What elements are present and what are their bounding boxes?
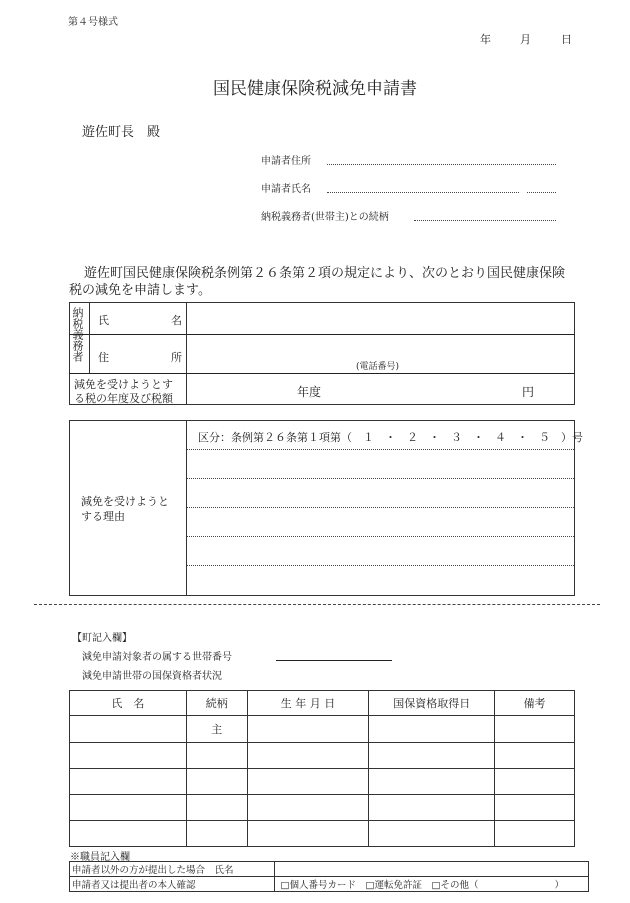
- table-cell[interactable]: [247, 716, 369, 743]
- name-label-b: 名: [171, 314, 182, 327]
- staff-table: [69, 861, 589, 892]
- table-cell[interactable]: [495, 743, 575, 769]
- table-cell[interactable]: [247, 821, 369, 847]
- tax-yen-label: 円: [522, 385, 535, 399]
- table-cell[interactable]: [247, 795, 369, 821]
- statement-line-1: 遊佐町国民健康保険税条例第２６条第２項の規定により、次のとおり国民健康保険: [84, 266, 566, 281]
- table-cell[interactable]: [495, 716, 575, 743]
- table-row: [70, 795, 575, 821]
- reason-label-line-2: する理由: [81, 510, 125, 523]
- identity-check-label: 申請者又は提出者の本人確認: [70, 877, 275, 892]
- table-cell[interactable]: [186, 769, 247, 795]
- reason-line[interactable]: [187, 507, 574, 508]
- phone-label: (電話番号): [356, 362, 400, 372]
- table-cell[interactable]: [369, 716, 495, 743]
- table-cell[interactable]: [186, 821, 247, 847]
- column-header: 氏 名: [70, 691, 187, 716]
- column-header: 備考: [495, 691, 575, 716]
- applicant-address-label: 申請者住所: [261, 156, 311, 167]
- household-number-field[interactable]: [276, 660, 392, 661]
- table-row: [70, 769, 575, 795]
- addressee: 遊佐町長 殿: [82, 125, 161, 140]
- column-header: 続柄: [186, 691, 247, 716]
- tax-label-line-2: る税の年度及び税額: [74, 392, 173, 405]
- table-cell[interactable]: [70, 716, 187, 743]
- column-header: 生 年 月 日: [247, 691, 369, 716]
- proxy-name-label: 申請者以外の方が提出した場合 氏名: [70, 862, 275, 877]
- status-label: 減免申請世帯の国保資格者状況: [82, 671, 222, 682]
- table-row: [70, 821, 575, 847]
- table-cell[interactable]: [186, 743, 247, 769]
- column-header: 国保資格取得日: [369, 691, 495, 716]
- table-cell[interactable]: 主: [186, 716, 247, 743]
- reason-category[interactable]: 区分：条例第２６条第１項第（ １ ・ ２ ・ ３ ・ ４ ・ ５ ）号: [198, 431, 583, 444]
- tax-amount-field[interactable]: [188, 374, 574, 404]
- taxpayer-group-label: 納税義務者: [71, 307, 84, 362]
- household-status-table: [69, 690, 575, 847]
- table-cell[interactable]: [186, 795, 247, 821]
- statement-line-2: 税の減免を申請します。: [69, 283, 211, 298]
- table-cell[interactable]: [495, 769, 575, 795]
- page-title: 国民健康保険税減免申請書: [213, 79, 417, 99]
- town-section-heading: 【町記入欄】: [72, 633, 132, 644]
- tax-year-label: 年度: [297, 385, 322, 399]
- relation-label: 納税義務者(世帯主)との続柄: [261, 212, 389, 223]
- reason-line[interactable]: [187, 565, 574, 566]
- table-cell[interactable]: [70, 795, 187, 821]
- applicant-address-field[interactable]: [327, 164, 556, 165]
- date-year-label: 年: [480, 33, 491, 46]
- cut-line: [34, 604, 600, 605]
- table-row: [70, 716, 575, 743]
- applicant-name-field[interactable]: [327, 192, 519, 193]
- relation-field[interactable]: [414, 220, 556, 221]
- staff-section-heading: ※職員記入欄: [70, 852, 130, 863]
- reason-line[interactable]: [187, 478, 574, 479]
- reason-label-line-1: 減免を受けようと: [81, 495, 169, 508]
- taxpayer-name-field[interactable]: [188, 303, 574, 333]
- tax-label-line-1: 減免を受けようとす: [74, 378, 173, 391]
- table-cell[interactable]: [70, 743, 187, 769]
- table-cell[interactable]: [369, 743, 495, 769]
- address-label-b: 所: [171, 351, 182, 364]
- applicant-seal-field[interactable]: [527, 192, 556, 193]
- form-number: 第４号様式: [68, 17, 118, 28]
- table-cell[interactable]: [70, 769, 187, 795]
- proxy-name-field[interactable]: [274, 862, 588, 877]
- table-cell[interactable]: [369, 821, 495, 847]
- name-label-a: 氏: [98, 314, 109, 327]
- applicant-name-label: 申請者氏名: [261, 184, 311, 195]
- table-cell[interactable]: [247, 769, 369, 795]
- address-label-a: 住: [98, 351, 109, 364]
- date-day-label: 日: [561, 33, 572, 46]
- table-row: [70, 743, 575, 769]
- date-month-label: 月: [520, 33, 531, 46]
- table-cell[interactable]: [247, 743, 369, 769]
- table-cell[interactable]: [70, 821, 187, 847]
- table-cell[interactable]: [369, 769, 495, 795]
- identity-options[interactable]: □個人番号カード □運転免許証 □その他（ ）: [274, 877, 588, 892]
- table-cell[interactable]: [495, 795, 575, 821]
- household-number-label: 減免申請対象者の属する世帯番号: [82, 652, 232, 663]
- table-cell[interactable]: [369, 795, 495, 821]
- reason-line[interactable]: [187, 536, 574, 537]
- table-cell[interactable]: [495, 821, 575, 847]
